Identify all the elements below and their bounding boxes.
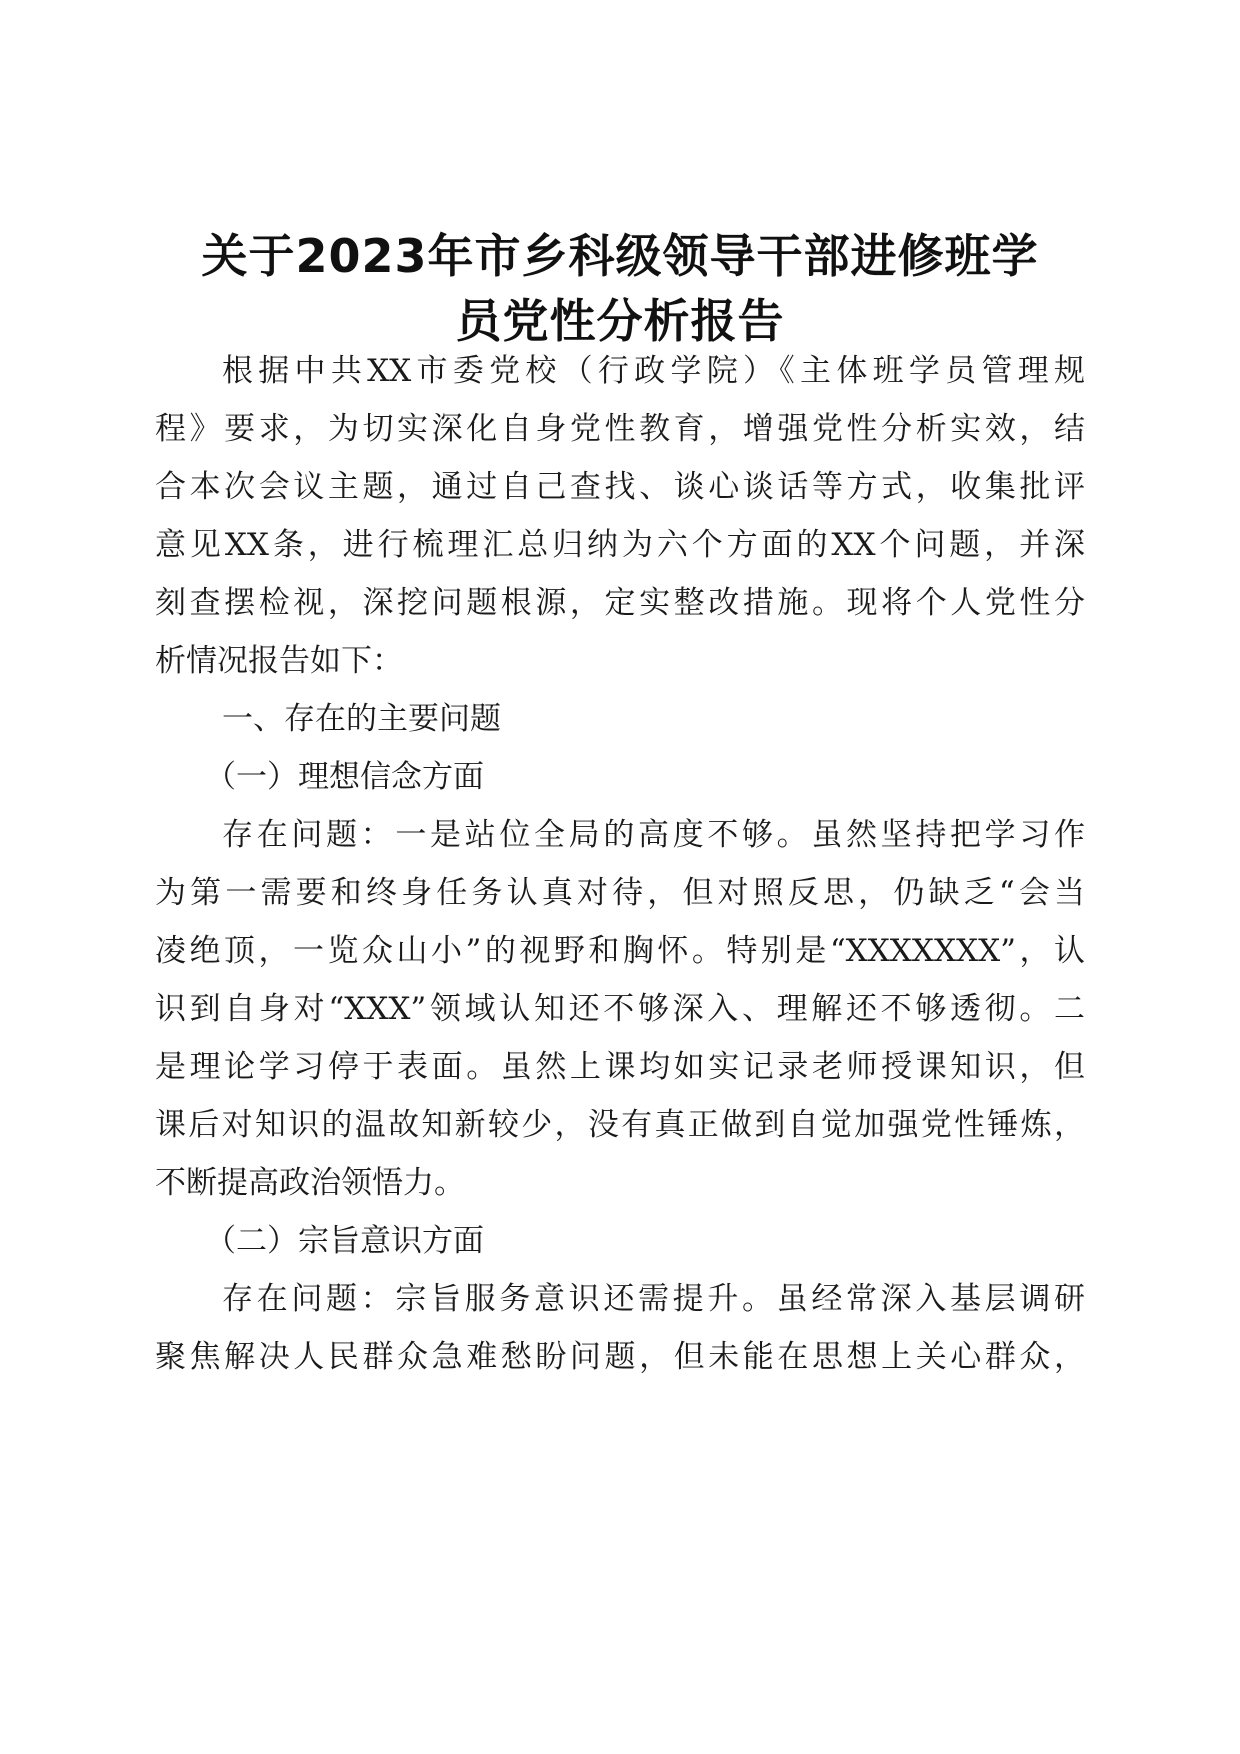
intro-line: 合本次会议主题，通过自己查找、谈心谈话等方式，收集批评 — [155, 469, 1085, 505]
intro-line: 意见XX条，进行梳理汇总归纳为六个方面的XX个问题，并深 — [155, 527, 1085, 563]
document-title-line-2: 员党性分析报告 — [455, 294, 785, 348]
body-line: 聚焦解决人民群众急难愁盼问题，但未能在思想上关心群众， — [155, 1339, 1085, 1375]
body-line: 凌绝顶，一览众山小”的视野和胸怀。特别是“XXXXXXX”，认 — [155, 933, 1085, 969]
intro-line: 根据中共XX市委党校（行政学院）《主体班学员管理规 — [222, 353, 1085, 389]
document-title-line-1: 关于2023年市乡科级领导干部进修班学 — [201, 229, 1039, 283]
body-line: 不断提高政治领悟力。 — [155, 1165, 465, 1201]
body-line: 存在问题：宗旨服务意识还需提升。虽经常深入基层调研 — [222, 1281, 1085, 1317]
body-line: 课后对知识的温故知新较少，没有真正做到自觉加强党性锤炼， — [155, 1107, 1085, 1143]
intro-line: 析情况报告如下： — [155, 643, 403, 679]
section-heading: 一、存在的主要问题 — [222, 701, 501, 737]
subsection-heading: （二）宗旨意识方面 — [205, 1223, 484, 1259]
intro-line: 刻查摆检视，深挖问题根源，定实整改措施。现将个人党性分 — [155, 585, 1085, 621]
body-line: 识到自身对“XXX”领域认知还不够深入、理解还不够透彻。二 — [155, 991, 1085, 1027]
intro-line: 程》要求，为切实深化自身党性教育，增强党性分析实效，结 — [155, 411, 1085, 447]
body-line: 是理论学习停于表面。虽然上课均如实记录老师授课知识，但 — [155, 1049, 1085, 1085]
subsection-heading: （一）理想信念方面 — [205, 759, 484, 795]
body-line: 为第一需要和终身任务认真对待，但对照反思，仍缺乏“会当 — [155, 875, 1085, 911]
body-line: 存在问题：一是站位全局的高度不够。虽然坚持把学习作 — [222, 817, 1085, 853]
